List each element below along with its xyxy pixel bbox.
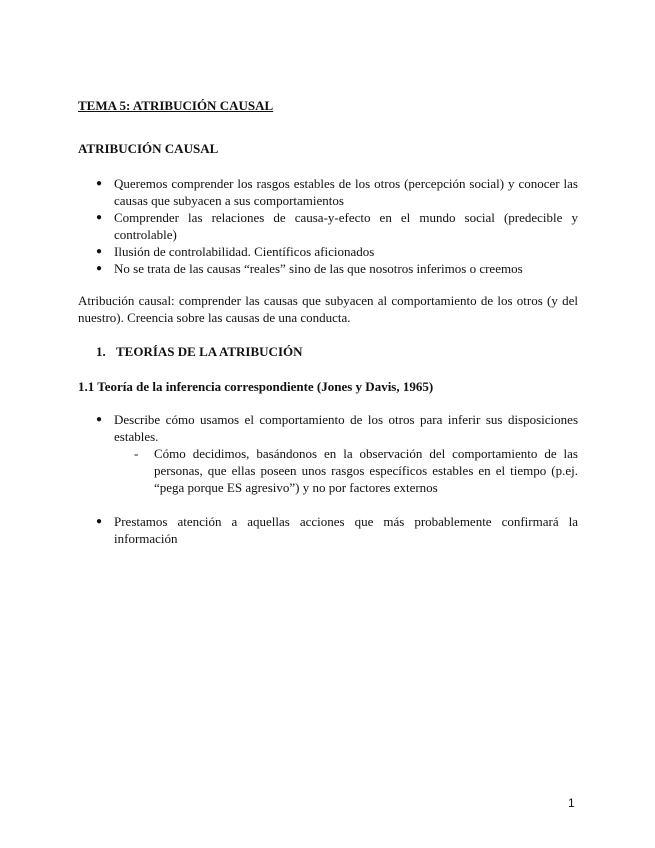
definition-paragraph: Atribución causal: comprender las causas que subyacen al comportamiento de los otros (y del nuestro). Creencia sobre las causas de una conducta.: [78, 293, 578, 325]
section-heading-teorias: [96, 343, 303, 360]
bullet-icon: ●: [96, 263, 103, 274]
bullet-icon: ●: [96, 246, 103, 257]
document-title: TEMA 5: ATRIBUCIÓN CAUSAL: [78, 98, 274, 113]
list-item-text: Describe cómo usamos el comportamiento de los otros para inferir sus disposiciones estables.: [114, 412, 578, 444]
bullet-icon: ●: [96, 516, 103, 527]
list-item-text: No se trata de las causas “reales” sino de las que nosotros inferimos o creemos: [114, 261, 523, 276]
list-item: [96, 513, 578, 547]
dash-icon: -: [134, 446, 139, 461]
list-item: [96, 260, 578, 277]
section-title: TEORÍAS DE LA ATRIBUCIÓN: [116, 344, 303, 359]
subsection-heading-inferencia: 1.1 Teoría de la inferencia correspondiente (Jones y Davis, 1965): [78, 379, 434, 394]
theory-bullet-list-2: [96, 513, 578, 547]
list-item-text: Ilusión de controlabilidad. Científicos aficionados: [114, 244, 375, 259]
list-item: [96, 243, 578, 260]
section-heading-atribucion-causal: ATRIBUCIÓN CAUSAL: [78, 141, 219, 156]
intro-bullet-list: [96, 175, 578, 277]
list-item: [96, 175, 578, 209]
list-item: [96, 209, 578, 243]
section-number: 1.: [96, 344, 106, 359]
list-item: [96, 411, 578, 445]
bullet-icon: ●: [96, 178, 103, 189]
page-number: 1: [568, 796, 575, 810]
sub-list-item-text: Cómo decidimos, basándonos en la observación del comportamiento de las personas, que ellas poseen unos rasgos específicos estables en el tiempo (p.ej. “pega porque ES agresivo”) y no por factores externos: [154, 446, 578, 495]
list-item-text: Comprender las relaciones de causa-y-efecto en el mundo social (predecible y controlable): [114, 210, 578, 242]
sub-list-item: [134, 445, 578, 496]
list-item-text: Queremos comprender los rasgos estables de los otros (percepción social) y conocer las causas que subyacen a sus comportamientos: [114, 176, 578, 208]
theory-bullet-list-1: [96, 411, 578, 445]
bullet-icon: ●: [96, 414, 103, 425]
list-item-text: Prestamos atención a aquellas acciones que más probablemente confirmará la información: [114, 514, 578, 546]
bullet-icon: ●: [96, 212, 103, 223]
